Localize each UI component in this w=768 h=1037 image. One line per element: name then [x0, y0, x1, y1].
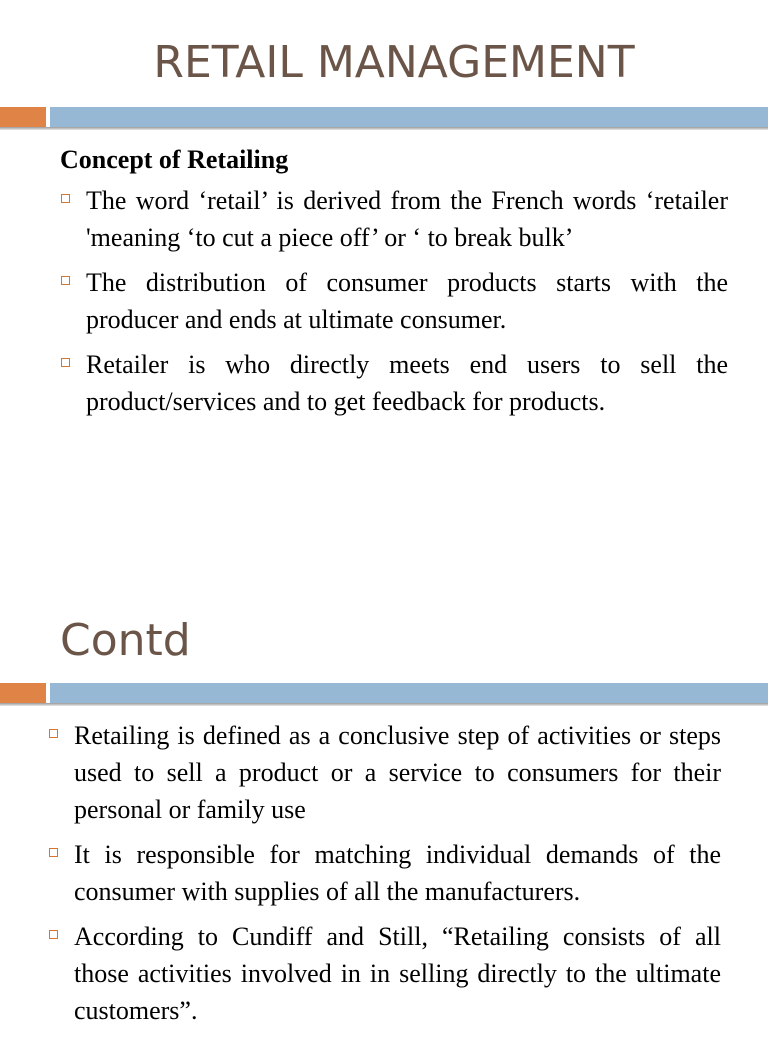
- list-item: [60, 264, 728, 338]
- square-bullet-icon: [61, 194, 70, 203]
- title-divider-band: [0, 682, 768, 708]
- list-item: [48, 836, 721, 910]
- divider-blue-bar: [50, 107, 768, 127]
- bullet-text: The distribution of consumer products starts with the producer and ends at ultimate consumer.: [86, 268, 728, 334]
- bullet-list: [48, 717, 721, 1029]
- title-divider-band: [0, 106, 768, 132]
- square-bullet-icon: [49, 729, 58, 738]
- divider-shadow: [0, 703, 768, 706]
- divider-orange-block: [0, 107, 46, 127]
- bullet-text: Retailing is defined as a conclusive step of activities or steps used to sell a product or a service to consumers for their personal or family use: [74, 721, 721, 824]
- square-bullet-icon: [61, 276, 70, 285]
- list-item: [48, 717, 721, 828]
- slide-title: RETAIL MANAGEMENT: [153, 37, 635, 88]
- slide-body: [48, 717, 721, 1037]
- bullet-text: It is responsible for matching individual demands of the consumer with supplies of all the manufacturers.: [74, 840, 721, 906]
- slide-retail-management: [0, 0, 768, 512]
- divider-blue-bar: [50, 683, 768, 703]
- section-heading: Concept of Retailing: [60, 145, 289, 174]
- divider-orange-block: [0, 683, 46, 703]
- list-item: [48, 918, 721, 1029]
- divider-shadow: [0, 127, 768, 130]
- slide-body: [60, 142, 728, 428]
- list-item: [60, 182, 728, 256]
- bullet-text: According to Cundiff and Still, “Retailing consists of all those activities involved in in selling directly to the ultimate customers”.: [74, 922, 721, 1025]
- slide-title: Contd: [60, 615, 191, 666]
- slide-contd: [0, 580, 768, 1024]
- square-bullet-icon: [61, 358, 70, 367]
- square-bullet-icon: [49, 930, 58, 939]
- bullet-text: Retailer is who directly meets end users to sell the product/services and to get feedback for products.: [86, 350, 728, 416]
- bullet-text: The word ‘retail’ is derived from the French words ‘retailer 'meaning ‘to cut a piece off’ or ‘ to break bulk’: [86, 186, 728, 252]
- bullet-list: [60, 182, 728, 420]
- square-bullet-icon: [49, 848, 58, 857]
- list-item: [60, 346, 728, 420]
